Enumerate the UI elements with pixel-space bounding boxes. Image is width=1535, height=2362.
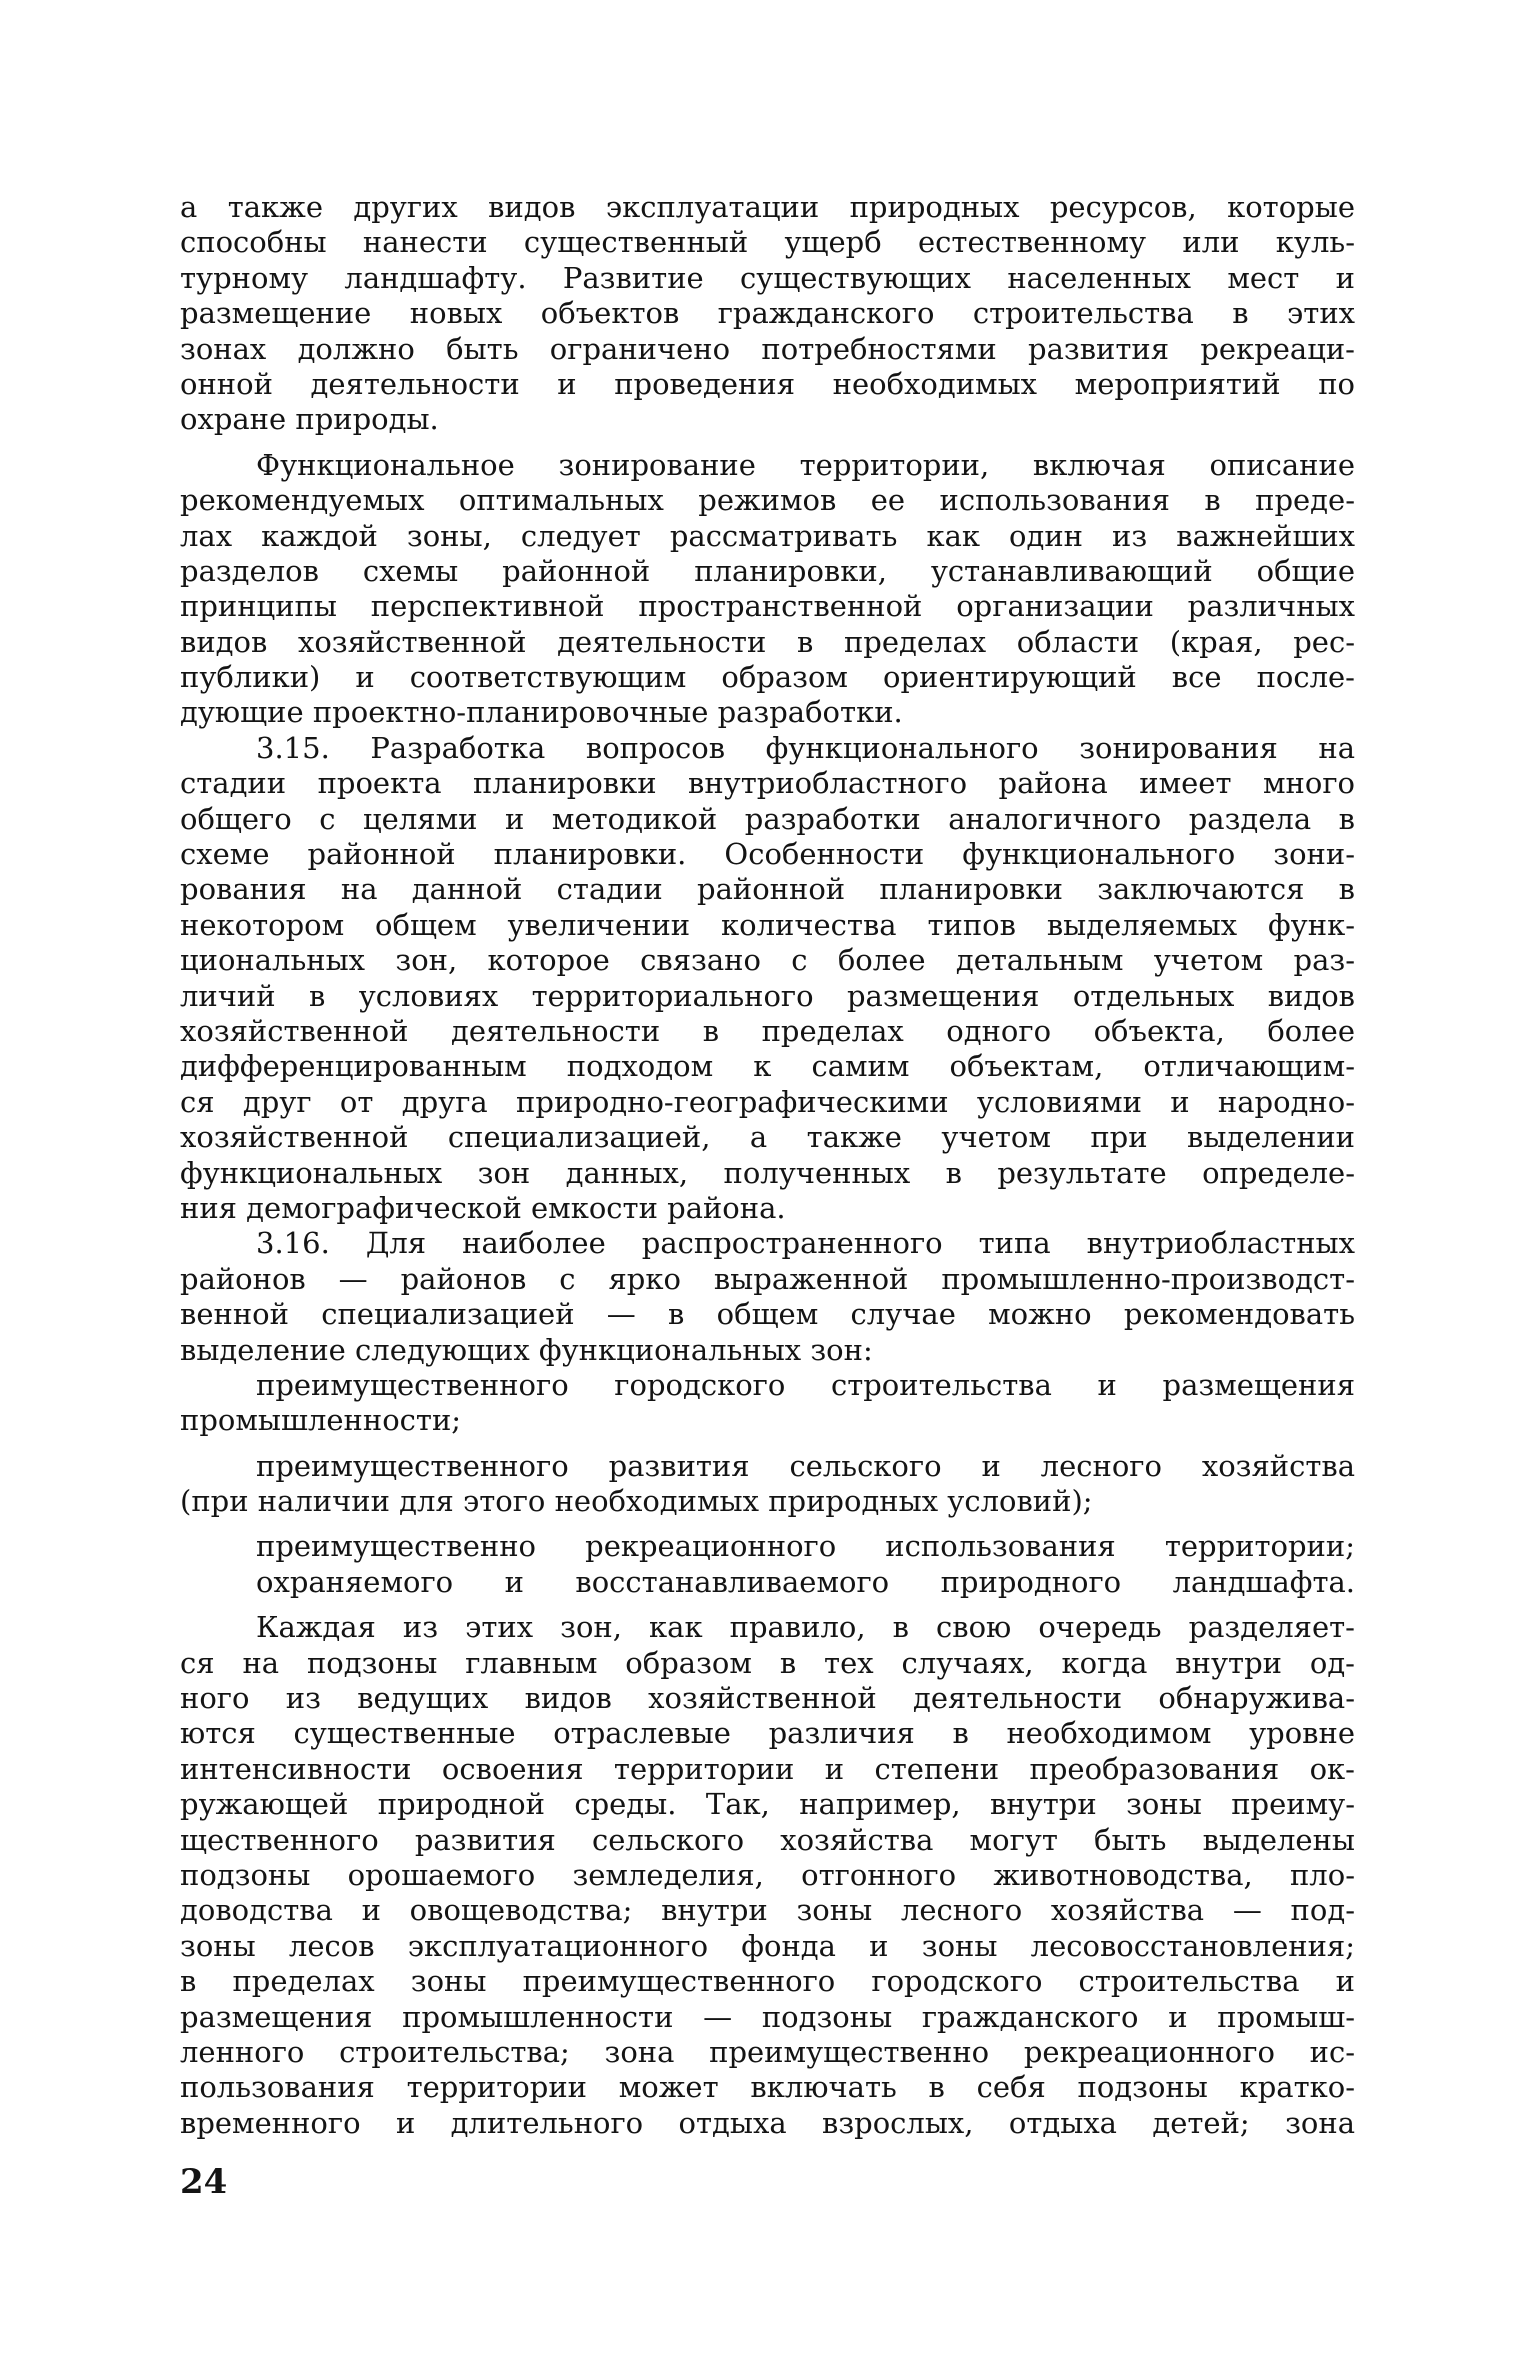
paragraph-functional-zoning [180,448,1355,731]
text-line: общего с целями и методикой разработки аналогичного раздела в [180,801,1355,836]
text-line: охраняемого и восстанавливаемого природного ландшафта. [256,1564,1355,1599]
list-item [180,1529,1355,1564]
text-line: преимущественного городского строительства и размещения [256,1367,1355,1402]
text-line: размещение новых объектов гражданского строительства в этих [180,296,1355,331]
text-line: ются существенные отраслевые различия в необходимом уровне [180,1716,1355,1751]
text-line: турному ландшафту. Развитие существующих населенных мест и [180,260,1355,295]
text-line: 3.15. Разработка вопросов функционального зонирования на [256,730,1355,765]
text-line: подзоны орошаемого земледелия, отгонного животноводства, пло- [180,1857,1355,1892]
text-line: способны нанести существенный ущерб естественному или куль- [180,225,1355,260]
text-line: циональных зон, которое связано с более детальным учетом раз- [180,943,1355,978]
paragraph-3-15 [180,731,1355,1226]
text-line: зонах должно быть ограничено потребностями развития рекреаци- [180,331,1355,366]
text-line: в пределах зоны преимущественного городского строительства и [180,1964,1355,1999]
page-number: 24 [180,2162,228,2202]
text-line: ленного строительства; зона преимущественно рекреационного ис- [180,2034,1355,2069]
text-line: разделов схемы районной планировки, устанавливающий общие [180,553,1355,588]
text-line: выделение следующих функциональных зон: [180,1332,873,1367]
text-line: дифференцированным подходом к самим объектам, отличающим- [180,1049,1355,1084]
text-line: 3.16. Для наиболее распространенного типа внутриобластных [256,1226,1355,1261]
text-line: хозяйственной деятельности в пределах одного объекта, более [180,1013,1355,1048]
zone-list [180,1368,1355,1600]
text-line: ся на подзоны главным образом в тех случаях, когда внутри од- [180,1645,1355,1680]
text-line: публики) и соответствующим образом ориентирующий все после- [180,660,1355,695]
text-line: дующие проектно-планировочные разработки. [180,695,903,730]
text-line: промышленности; [180,1403,462,1438]
text-line: рекомендуемых оптимальных режимов ее использования в преде- [180,483,1355,518]
text-line: некотором общем увеличении количества типов выделяемых функ- [180,907,1355,942]
text-line: видов хозяйственной деятельности в пределах области (края, рес- [180,624,1355,659]
text-line: стадии проекта планировки внутриобластного района имеет много [180,766,1355,801]
text-line: Каждая из этих зон, как правило, в свою очередь разделяет- [256,1610,1355,1645]
text-line: ного из ведущих видов хозяйственной деятельности обнаружива- [180,1681,1355,1716]
text-line: функциональных зон данных, полученных в результате определе- [180,1155,1355,1190]
text-line: щественного развития сельского хозяйства могут быть выделены [180,1822,1355,1857]
text-line: схеме районной планировки. Особенности функционального зони- [180,837,1355,872]
paragraph-subzones [180,1610,1355,2141]
text-line: хозяйственной специализацией, а также учетом при выделении [180,1120,1355,1155]
page-body [180,190,1355,2141]
text-line: пользования территории может включать в себя подзоны кратко- [180,2070,1355,2105]
list-item [180,1368,1355,1439]
text-line: венной специализацией — в общем случае можно рекомендовать [180,1297,1355,1332]
text-line: личий в условиях территориального размещения отдельных видов [180,978,1355,1013]
text-line: интенсивности освоения территории и степени преобразования ок- [180,1751,1355,1786]
paragraph-3-16 [180,1226,1355,1368]
list-item [180,1449,1355,1520]
text-line: зоны лесов эксплуатационного фонда и зоны лесовосстановления; [180,1928,1355,1963]
text-line: лах каждой зоны, следует рассматривать как один из важнейших [180,518,1355,553]
text-line: охране природы. [180,402,439,437]
text-line: временного и длительного отдыха взрослых, отдыха детей; зона [180,2105,1355,2140]
text-line: а также других видов эксплуатации природных ресурсов, которые [180,190,1355,224]
text-line: ружающей природной среды. Так, например, внутри зоны преиму- [180,1787,1355,1822]
text-line: преимущественно рекреационного использования территории; [256,1529,1355,1564]
text-line: районов — районов с ярко выраженной промышленно-производст- [180,1261,1355,1296]
text-line: преимущественного развития сельского и лесного хозяйства [256,1448,1355,1483]
text-line: ся друг от друга природно-географическими условиями и народно- [180,1084,1355,1119]
text-line: доводства и овощеводства; внутри зоны лесного хозяйства — под- [180,1893,1355,1928]
text-line: рования на данной стадии районной планировки заключаются в [180,872,1355,907]
text-line: онной деятельности и проведения необходимых мероприятий по [180,366,1355,401]
text-line: (при наличии для этого необходимых природных условий); [180,1484,1093,1519]
list-item [180,1565,1355,1600]
paragraph-continuation [180,190,1355,438]
text-line: ния демографической емкости района. [180,1190,786,1225]
text-line: принципы перспективной пространственной организации различных [180,589,1355,624]
text-line: размещения промышленности — подзоны гражданского и промыш- [180,1999,1355,2034]
text-line: Функциональное зонирование территории, включая описание [256,447,1355,482]
